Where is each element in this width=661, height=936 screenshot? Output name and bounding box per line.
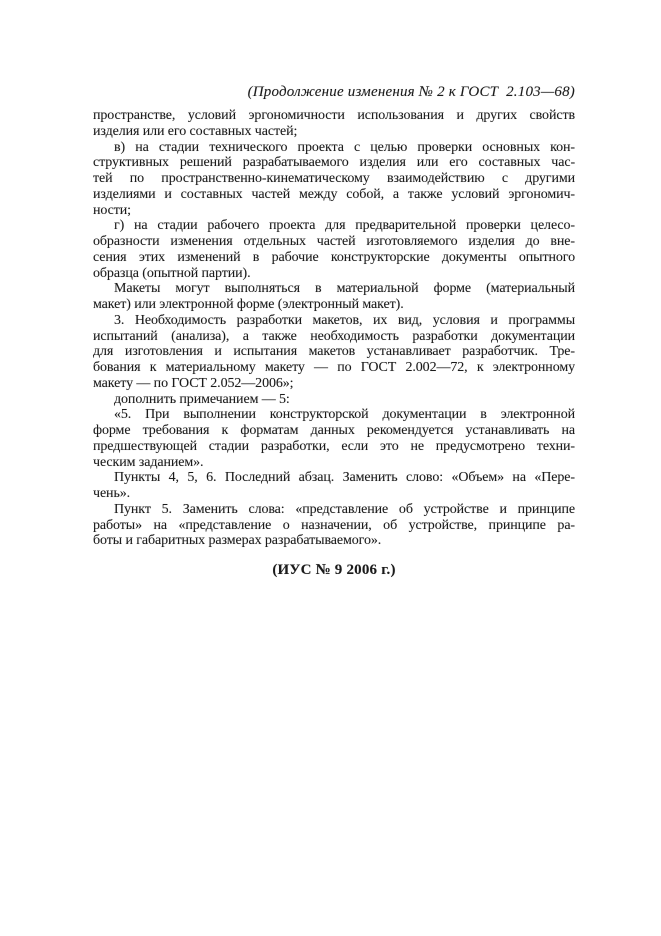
ius-issue-note: (ИУС № 9 2006 г.): [272, 562, 396, 578]
text-line: ности;: [93, 202, 131, 218]
text-line: макету — по ГОСТ 2.052—2006»;: [93, 375, 294, 391]
text-line: Пункт 5. Заменить слова: «представление об устройстве и принципе: [114, 501, 575, 517]
text-line: образца (опытной партии).: [93, 265, 251, 281]
text-line: Макеты могут выполняться в материальной форме (материальный: [114, 281, 575, 297]
text-line: изделия или его составных частей;: [93, 123, 298, 139]
text-line: г) на стадии рабочего проекта для предварительной проверки целесо-: [114, 218, 575, 234]
text-line: 3. Необходимость разработки макетов, их вид, условия и программы: [114, 312, 575, 328]
text-line: дополнить примечанием — 5:: [114, 391, 290, 407]
text-line: в) на стадии технического проекта с целью проверки основных кон-: [114, 139, 575, 155]
text-line: сения этих изменений в рабочие конструкторские документы опытного: [93, 249, 575, 265]
text-line: предшествующей стадии разработки, если это не предусмотрено техни-: [93, 438, 575, 454]
text-line: пространстве, условий эргономичности использования и других свойств: [93, 108, 575, 123]
text-line: форме требования к форматам данных рекомендуется устанавливать на: [93, 423, 575, 438]
text-line: «5. При выполнении конструкторской документации в электронной: [114, 407, 575, 423]
text-line: макет) или электронной форме (электронный макет).: [93, 297, 404, 312]
text-line: чень».: [93, 486, 131, 501]
text-line: ческим заданием».: [93, 454, 204, 470]
text-line: работы» на «представление о назначении, об устройстве, принципе ра-: [93, 517, 575, 533]
text-line: для изготовления и испытания макетов устанавливает разработчик. Тре-: [93, 344, 575, 360]
text-line: бования к материальному макету — по ГОСТ 2.002—72, к электронному: [93, 360, 575, 375]
text-line: образности изменения отдельных частей изготовляемого изделия до вне-: [93, 234, 575, 249]
text-line: изделиями и составных частей между собой, а также условий эргономич-: [93, 186, 575, 202]
text-line: испытаний (анализа), а также необходимость разработки документации: [93, 328, 575, 344]
document-text: [93, 108, 575, 549]
text-line: тей по пространственно-кинематическому взаимодействию с другими: [93, 171, 575, 186]
text-line: Пункты 4, 5, 6. Последний абзац. Заменить слово: «Объем» на «Пере-: [114, 470, 575, 486]
continuation-header: (Продолжение изменения № 2 к ГОСТ 2.103—68): [247, 84, 575, 100]
text-line: боты и габаритных размерах разрабатываемого».: [93, 533, 382, 549]
text-line: структивных решений разрабатываемого изделия или его составных час-: [93, 155, 575, 171]
